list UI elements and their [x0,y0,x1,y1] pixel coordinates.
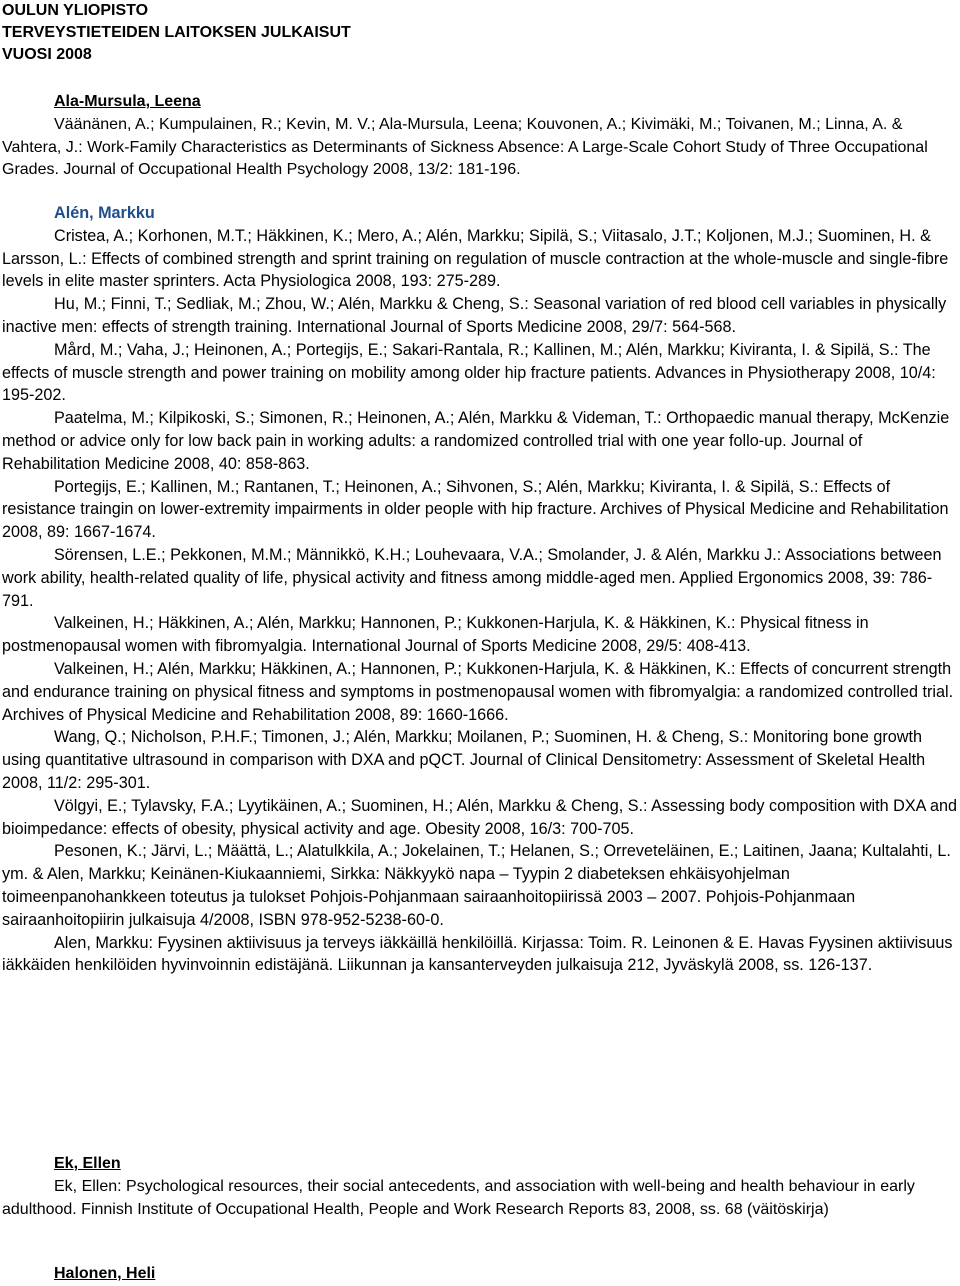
author-section-ala-mursula [2,91,958,182]
author-heading: Ala-Mursula, Leena [54,93,201,110]
author-section-halonen [2,1263,958,1286]
publication-entry: Alen, Markku: Fyysinen aktiivisuus ja terveys iäkkäillä henkilöillä. Kirjassa: Toim. R. Leinonen & E. Havas Fyysinen aktiivisuus iäkkäiden henkilöiden hyvinvoinnin edistäjänä. Liikunnan ja kansanterveyden julkaisuja 212, Jyväskylä 2008, ss. 126-137. [2,933,953,975]
publication-entry: Paatelma, M.; Kilpikoski, S.; Simonen, R.; Heinonen, A.; Alén, Markku & Videman, T.: Orthopaedic manual therapy, McKenzie method or advice only for low back pain in working adults: a randomized controlled trial with one year follo-up. Journal of Rehabilitation Medicine 2008, 40: 858-863. [2,409,950,473]
author-heading: Ek, Ellen [54,1155,121,1172]
publication-entry: Ek, Ellen: Psychological resources, their social antecedents, and association with well-being and health behaviour in early adulthood. Finnish Institute of Occupational Health, People and Work Research Reports 83, 2008, ss. 68 (väitöskirja) [2,1177,915,1218]
publication-entry: Wang, Q.; Nicholson, P.H.F.; Timonen, J.; Alén, Markku; Moilanen, P.; Suominen, H. & Cheng, S.: Monitoring bone growth using quantitative ultrasound in comparison with DXA and pQCT. Journal of Clinical Densitometry: Assessment of Skeletal Health 2008, 11/2: 295-301. [2,728,926,792]
publication-entry: Valkeinen, H.; Alén, Markku; Häkkinen, A.; Hannonen, P.; Kukkonen-Harjula, K. & Häkkinen, K.: Effects of concurrent strength and endurance training on physical fitness and symptoms in postmenopausal women with fibromyalgia: a randomized controlled trial. Archives of Physical Medicine and Rehabilitation 2008, 89: 1660-1666. [2,659,954,724]
author-heading: Alén, Markku [54,204,155,222]
publication-year: VUOSI 2008 [2,46,92,63]
publication-entry: Cristea, A.; Korhonen, M.T.; Häkkinen, K.; Mero, A.; Alén, Markku; Sipilä, S.; Viitasalo, J.T.; Koljonen, M.J.; Suominen, H. & Larsson, L.: Effects of combined strength and sprint training on regulation of muscle contraction at the whole-muscle and single-fibre levels in elite master sprinters. Acta Physiologica 2008, 193: 275-289. [2,226,949,291]
author-section-alen [2,202,958,977]
publication-entry: Väänänen, A.; Kumpulainen, R.; Kevin, M. V.; Ala-Mursula, Leena; Kouvonen, A.; Kivimäki, M.; Toivanen, M.; Linna, A. & Vahtera, J.: Work-Family Characteristics as Determinants of Sickness Absence: A Large-Scale Cohort Study of Three Occupational Grades. Journal of Occupational Health Psychology 2008, 13/2: 181-196. [2,115,928,179]
publication-entry: Mård, M.; Vaha, J.; Heinonen, A.; Portegijs, E.; Sakari-Rantala, R.; Kallinen, M.; Alén, Markku; Kiviranta, I. & Sipilä, S.: The effects of muscle strength and power training on mobility among older hip fracture patients. Advances in Physiotherapy 2008, 10/4: 195-202. [2,340,936,405]
publication-entry: Pesonen, K.; Järvi, L.; Määttä, L.; Alatulkkila, A.; Jokelainen, T.; Helanen, S.; Orreveteläinen, E.; Laitinen, Jaana; Kultalahti, L. ym. & Alen, Markku; Keinänen-Kiukaanniemi, Sirkka: Näkkyykö napa – Tyypin 2 diabeteksen ehkäisyohjelman toimeenpanohankkeen toteutus ja tulokset Pohjois-Pohjanmaan sairaanhoitopiirissä 2003 – 2007. Pohjois-Pohjanmaan sairaanhoitopiirin julkaisuja 4/2008, ISBN 978-952-5238-60-0. [2,842,951,929]
publication-entry: Sörensen, L.E.; Pekkonen, M.M.; Männikkö, K.H.; Louhevaara, V.A.; Smolander, J. & Alén, Markku J.: Associations between work ability, health-related quality of life, physical activity and fitness among middle-aged men. Applied Ergonomics 2008, 39: 786-791. [2,545,942,610]
author-section-ek [2,1153,958,1221]
author-heading: Halonen, Heli [54,1265,156,1282]
publication-entry: Portegijs, E.; Kallinen, M.; Rantanen, T.; Heinonen, A.; Sihvonen, S.; Alén, Markku; Kiviranta, I. & Sipilä, S.: Effects of resistance traingin on lower-extremity impairments in older people with hip fracture. Archives of Physical Medicine and Rehabilitation 2008, 89: 1667-1674. [2,477,949,542]
publication-entry: Hu, M.; Finni, T.; Sedliak, M.; Zhou, W.; Alén, Markku & Cheng, S.: Seasonal variation of red blood cell variables in physically inactive men: effects of strength training. International Journal of Sports Medicine 2008, 29/7: 564-568. [2,295,947,336]
publication-entry: Valkeinen, H.; Häkkinen, A.; Alén, Markku; Hannonen, P.; Kukkonen-Harjula, K. & Häkkinen, K.: Physical fitness in postmenopausal women with fibromyalgia. International Journal of Sports Medicine 2008, 29/5: 408-413. [2,614,869,656]
university-name: OULUN YLIOPISTO [2,2,149,19]
publication-entry: Völgyi, E.; Tylavsky, F.A.; Lyytikäinen, A.; Suominen, H.; Alén, Markku & Cheng, S.: Assessing body composition with DXA and bioimpedance: effects of obesity, physical activity and age. Obesity 2008, 16/3: 700-705. [2,796,958,838]
document-header [2,0,702,66]
department-publications-title: TERVEYSTIETEIDEN LAITOKSEN JULKAISUT [2,24,351,41]
